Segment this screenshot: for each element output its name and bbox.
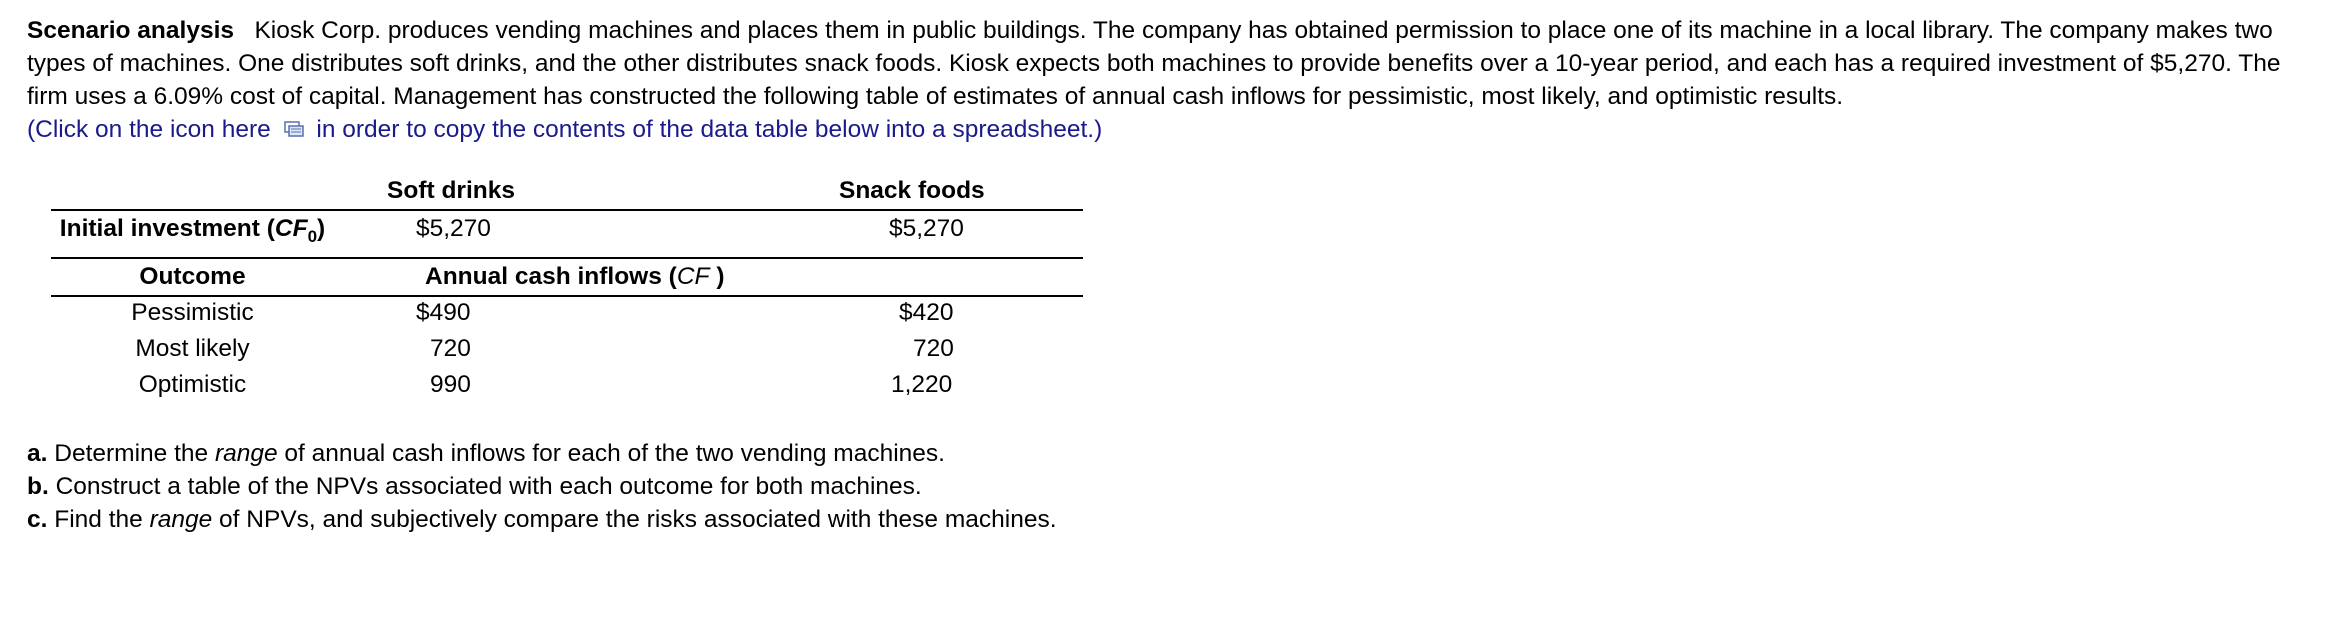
intro-title: Scenario analysis bbox=[27, 17, 235, 44]
outcome-header-row: Outcome Annual cash inflows (CF ) bbox=[51, 259, 1083, 295]
initial-investment-label: Initial investment $(CF_0)$ bbox=[59, 215, 326, 246]
initial-investment-row: Initial investment $(CF_0)$ $5,270 $5,270 bbox=[51, 211, 1083, 247]
copy-link-text-after[interactable]: in order to copy the contents of the data table below into a spreadsheet.) bbox=[316, 116, 1103, 143]
outcome-header: Outcome bbox=[139, 263, 246, 290]
table-row: Most likely 720 720 bbox=[51, 331, 1083, 367]
outcome-most-likely: Most likely bbox=[135, 335, 250, 362]
intro-paragraph bbox=[27, 14, 2317, 113]
outcome-optimistic: Optimistic bbox=[138, 371, 247, 398]
table-row: Pessimistic $490 $420 bbox=[51, 295, 1083, 331]
outcome-pessimistic: Pessimistic bbox=[131, 299, 254, 326]
cash-flow-table bbox=[51, 173, 1083, 403]
copy-link-text-before[interactable]: (Click on the icon here bbox=[27, 116, 271, 143]
question-c: c. Find the range of NPVs, and subjectively compare the risks associated with these machines. bbox=[27, 506, 1057, 533]
intro-body: Kiosk Corp. produces vending machines and places them in public buildings. The company has obtained permission to place one of its machine in a local library. The company makes two types of machines. One distributes soft drinks, and the other distributes snack foods. Kiosk expects both machines to provide benefits over a 10-year period, and each has a required investment of $5,270. The firm uses a 6.09% cost of capital. Management has constructed the following table of estimates of annual cash inflows for pessimistic, most likely, and optimistic results. bbox=[27, 17, 2281, 110]
question-a: a. Determine the range of annual cash inflows for each of the two vending machines. bbox=[27, 440, 945, 467]
problem-intro bbox=[27, 14, 2317, 146]
questions-list bbox=[27, 437, 1057, 536]
copy-data-link[interactable] bbox=[27, 113, 2317, 146]
table-row: Optimistic 990 1,220 bbox=[51, 367, 1083, 403]
table-header-row: Soft drinks Snack foods bbox=[387, 177, 985, 204]
copy-spreadsheet-icon[interactable] bbox=[280, 116, 306, 138]
question-b: b. Construct a table of the NPVs associated with each outcome for both machines. bbox=[27, 473, 922, 500]
